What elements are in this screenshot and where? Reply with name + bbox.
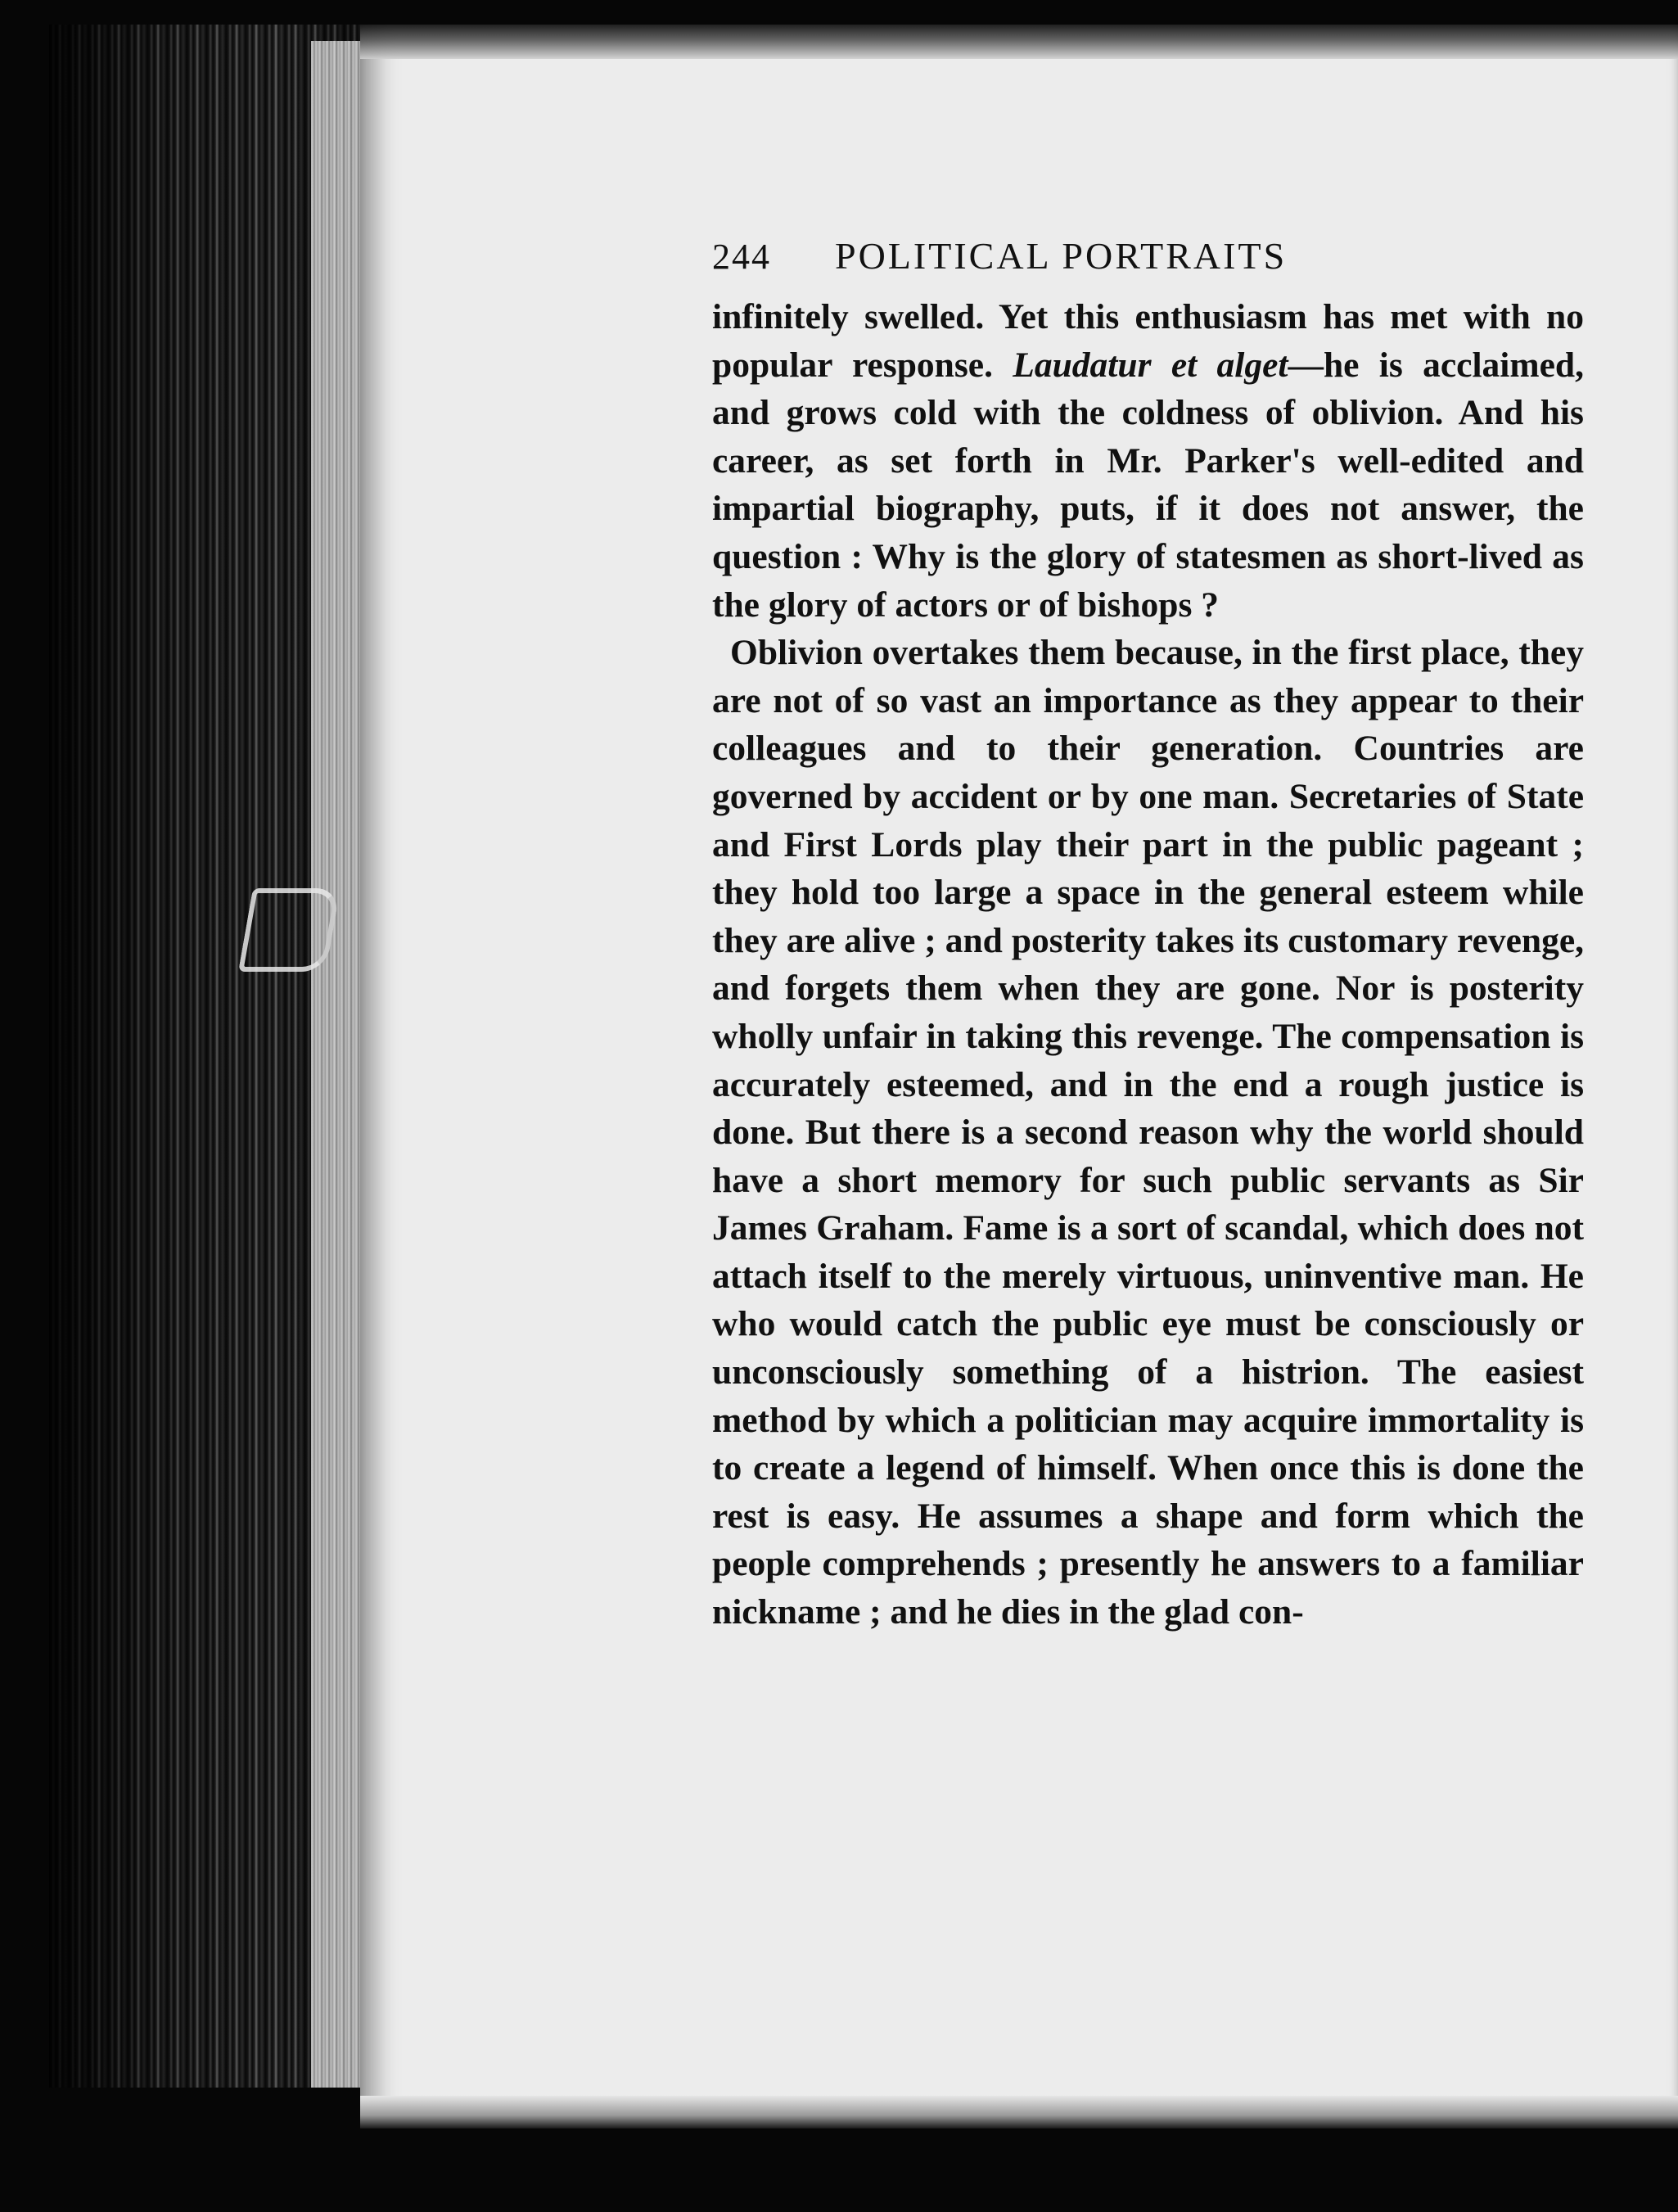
running-head <box>712 234 1584 283</box>
paragraph-1-text-b: —he is acclaimed, and grows cold with the coldness of oblivion. And his career, as set forth in Mr. Parker's well-edited and impartial biography, puts, if it does not answer, the question : Why is the glory of statesmen as short-lived as the glory of actors or of bishops ? <box>712 345 1584 625</box>
paragraph-2 <box>712 629 1584 1636</box>
paragraph-1 <box>712 293 1584 629</box>
paragraph-1-latin-quote: Laudatur et alget <box>1013 345 1288 385</box>
paragraph-1-text-a: infinitely swelled. Yet this enthusiasm has met with no popular response. <box>712 297 1584 385</box>
page-number: 244 <box>712 237 771 277</box>
header-title: POLITICAL PORTRAITS <box>835 235 1288 277</box>
body-text <box>712 293 1584 1636</box>
text-block <box>712 234 1584 1636</box>
page-top-shadow <box>360 25 1678 59</box>
page-bottom-shadow <box>360 2096 1678 2128</box>
paragraph-2-text: Oblivion overtakes them because, in the first place, they are not of so vast an importance as they appear to their colleagues and to their generation. Countries are governed by accident or by one man. Secretaries of State and First Lords play their part in the public pageant ; they hold too large a space in the general esteem while they are alive ; and posterity takes its customary revenge, and forgets them when they are gone. Nor is posterity wholly unfair in taking this revenge. The compensation is accurately esteemed, and in the end a rough justice is done. But there is a second reason why the world should have a short memory for such public servants as Sir James Graham. Fame is a sort of scandal, which does not attach itself to the merely virtuous, uninventive man. He who would catch the public eye must be consciously or unconsciously something of a histrion. The easiest method by which a politician may acquire immortality is to create a legend of himself. When once this is done the rest is easy. He assumes a shape and form which the people comprehends ; presently he answers to a familiar nickname ; and he dies in the glad con- <box>712 633 1584 1632</box>
